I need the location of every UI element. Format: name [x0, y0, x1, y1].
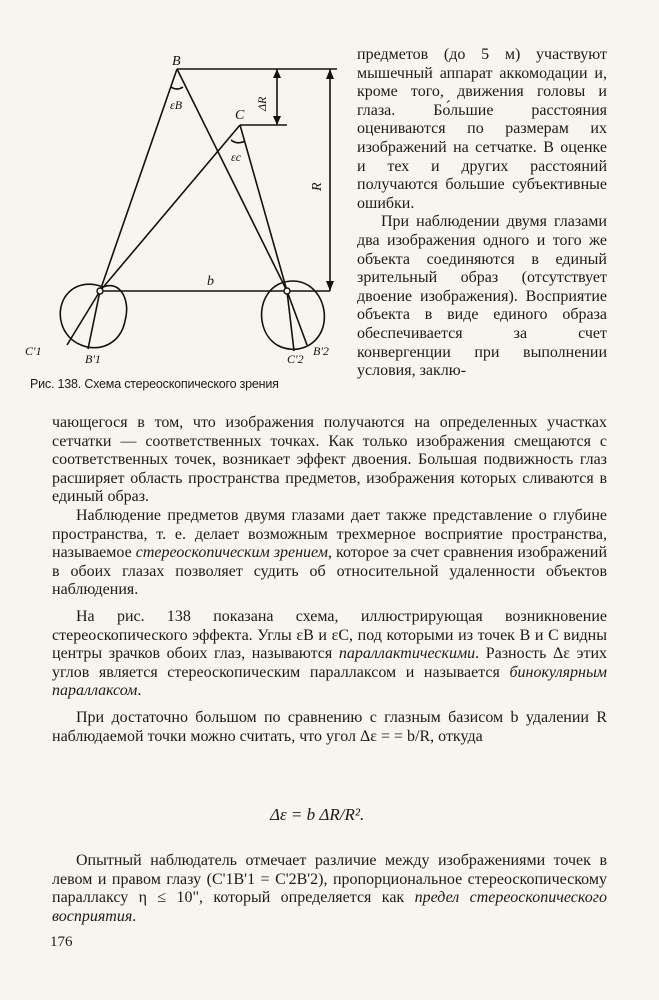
p3-text-c: . [137, 682, 142, 700]
arc-eps-B [171, 87, 183, 89]
p5-term: предел стереоскопического восприятия [52, 889, 607, 925]
stereo-diagram [25, 45, 355, 385]
right-column-text [357, 46, 607, 381]
label-C1p: C'1 [25, 344, 42, 358]
label-B1p: B'1 [85, 352, 101, 366]
p2-text-b: , которое за счет сравнения изображений в обоих глазах позволяет судить об относительной удаленности объектов наблюдения. [52, 544, 608, 599]
label-R: R [310, 182, 325, 191]
figure-caption: Рис. 138. Схема стереоскопического зрения [30, 377, 279, 391]
stereo-vision-figure [25, 45, 355, 395]
column-paragraph-1: предметов (до 5 м) участвуют мышечный аппарат аккомодации и, кроме того, движения головы и глаза. Бо́льшие расстояния оцениваются по размерам их изображений на сетчатке. В оценке и тех и других расстояний получаются большие субъективные ошибки. [357, 46, 607, 212]
p5-text-b: . [132, 907, 137, 925]
arc-eps-C [231, 140, 245, 143]
label-B: B [172, 54, 181, 69]
line-C-left [100, 125, 240, 291]
line-C-right [240, 125, 287, 291]
formula: Δε = b ΔR/R². [270, 805, 365, 824]
label-C: C [235, 108, 245, 123]
body-text [52, 414, 607, 746]
label-B2p: B'2 [313, 344, 329, 358]
p3-term-1: параллактическими [338, 645, 476, 663]
p2-text-a: Наблюдение предметов двумя глазами дает также представление о глубине пространства, т. е. делает возможным трехмерное восприятие пространства, называемое [52, 506, 607, 562]
column-paragraph-2: При наблюдении двумя глазами два изображения одного и того же объекта соединяются в единый зрительный образ (отсутствует двоение изображения). Восприятие объекта в виде единого образа обеспечивается за счет конвергенции при выполнении условия, заклю- [357, 213, 607, 380]
p3-term-2: бинокулярным параллаксом [52, 663, 607, 700]
label-eps-C: εc [231, 150, 242, 164]
p3-text-b: . Разность Δε этих углов является стереоскопическим параллаксом и называется [52, 645, 608, 681]
body-text-bottom [52, 852, 607, 926]
p5-text-a: Опытный наблюдатель отмечает различие между изображениями точек в левом и правом глазу (C'1B'1 = C'2B'2), пропорциональное стереоскопическому параллаксу η ≤ 10", который определяется как [52, 852, 607, 907]
line-B-left [100, 69, 177, 291]
label-eps-B: εB [170, 98, 183, 112]
page-number: 176 [50, 934, 73, 950]
paragraph-approx: При достаточно большом по сравнению с глазным базисом b удалении R наблюдаемой точки можно считать, что угол Δε = = b/R, откуда [52, 708, 607, 745]
p2-term: стереоскопическим зрением [135, 544, 328, 562]
left-eye-outline [60, 284, 126, 347]
paragraph-parallax [52, 608, 607, 701]
label-C2p: C'2 [287, 352, 304, 366]
p3-text-a: На рис. 138 показана схема, иллюстрирующая возникновение стереоскопического эффекта. Углы εB и εC, под которыми из точек B и C видны центры зрачков обоих глаз, называются [52, 607, 607, 663]
paragraph-continuation: чающегося в том, что изображения получаются на определенных участках сетчатки — соответственных точках. Как только изображения смещаются с соответственных точек, возникает эффект двоения. Большая подвижность глаз расширяет область пространства предметов, изображения которых сливаются в единый образ. [52, 414, 607, 506]
label-b: b [207, 274, 214, 289]
label-delta-R: ΔR [255, 96, 269, 111]
paragraph-limit [52, 852, 607, 926]
paragraph-stereo [52, 507, 607, 600]
